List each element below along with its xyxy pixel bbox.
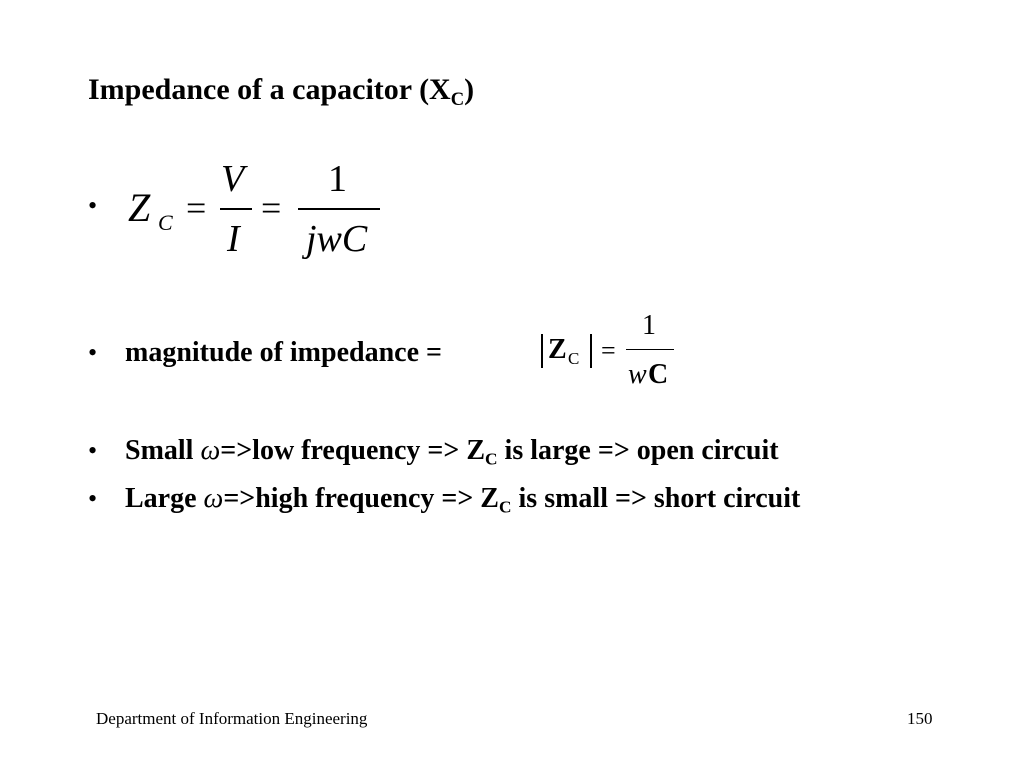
magnitude-z-subscript: C [568,349,580,368]
magnitude-fraction-bar [626,349,674,350]
formula-z: Z [128,185,151,230]
line-middle: =>low frequency => Z [220,435,485,466]
omega-symbol: ω [203,483,224,514]
formula-z-subscript: C [158,210,173,235]
magnitude-formula [536,308,686,398]
formula-equals-2: = [261,188,282,228]
title-subscript: C [450,88,465,110]
fraction-bar-2 [298,208,380,210]
abs-bar-left [541,334,543,368]
magnitude-denominator-c: C [648,359,669,390]
abs-bar-right [590,334,592,368]
impedance-formula [120,150,400,270]
line-middle: =>high frequency => Z [223,483,499,514]
footer-department: Department of Information Engineering [96,709,368,728]
slide-title [88,72,474,108]
magnitude-label: magnitude of impedance = [125,337,442,368]
line-subscript: C [498,497,512,517]
line-prefix: Small [125,435,201,466]
formula-denominator-i: I [227,218,240,260]
magnitude-z: Z [548,334,567,365]
formula-numerator-1: 1 [328,158,347,200]
large-omega-line [125,482,800,516]
fraction-bar-1 [220,208,252,210]
title-text: Impedance of a capacitor (X [88,73,451,106]
formula-denominator-jwc: jwC [306,218,368,260]
formula-numerator-v: V [221,158,245,200]
omega-symbol: ω [200,435,221,466]
magnitude-denominator-w: w [628,359,647,390]
formula-equals-1: = [186,188,207,228]
line-suffix: is large => open circuit [497,435,779,466]
magnitude-numerator-1: 1 [642,310,656,341]
title-close-paren: ) [464,73,475,106]
line-suffix: is small => short circuit [511,483,801,514]
footer-page-number: 150 [907,709,933,728]
line-subscript: C [485,449,498,469]
bullet-icon: • [88,484,98,513]
small-omega-line [125,434,779,468]
magnitude-equals: = [601,336,616,365]
bullet-icon: • [88,436,98,465]
bullet-icon: • [88,338,98,367]
bullet-icon: • [88,191,98,220]
line-prefix: Large [125,483,204,514]
